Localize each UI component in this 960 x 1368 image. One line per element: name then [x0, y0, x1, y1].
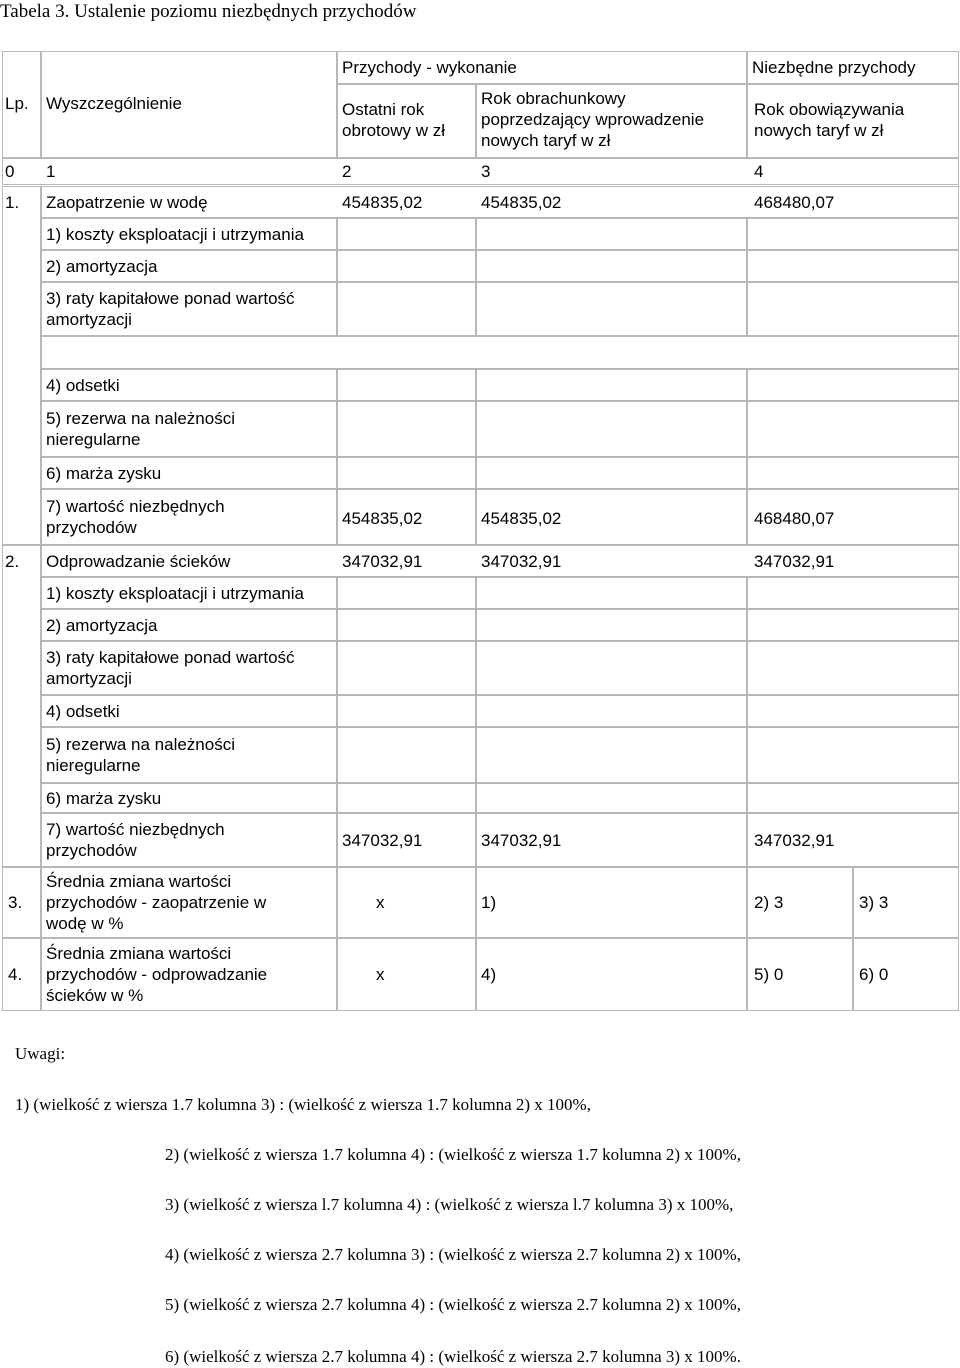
column-number: 2 — [342, 162, 352, 181]
header-lp: Lp. — [5, 94, 29, 113]
section1-value-cell — [476, 457, 747, 489]
row3-label: Średnia zmiana wartości — [46, 872, 232, 891]
section1-col3: 454835,02 — [481, 193, 562, 212]
section1-total-col4: 468480,07 — [754, 509, 835, 528]
section2-item: 7) wartość niezbędnych — [46, 820, 225, 839]
section2-col2: 347032,91 — [342, 552, 423, 571]
row3-label: wodę w % — [46, 914, 124, 933]
section2-item: 3) raty kapitałowe ponad wartość — [46, 648, 295, 667]
row3-lp: 3. — [8, 892, 23, 912]
section1-lp-column — [2, 186, 41, 545]
row4-label: ścieków w % — [46, 986, 144, 1005]
row4-x-cell — [337, 938, 476, 1011]
section1-label: Zaopatrzenie w wodę — [46, 193, 208, 212]
section1-item: 6) marża zysku — [46, 463, 162, 483]
section1-value-cell — [747, 218, 959, 250]
section2-label: Odprowadzanie ścieków — [46, 552, 231, 571]
section2-value-cell — [476, 727, 747, 783]
row4-label: Średnia zmiana wartości — [46, 944, 232, 963]
header-rok-obrachunkowy: Rok obrachunkowy — [481, 89, 626, 108]
section2-value-cell — [476, 641, 747, 695]
section1-value-cell — [747, 457, 959, 489]
row4-label: przychodów - odprowadzanie — [46, 965, 268, 984]
section1-value-cell — [337, 250, 476, 282]
section2-total-col2: 347032,91 — [342, 831, 423, 850]
section1-value-cell — [747, 250, 959, 282]
row4-c4: 5) 0 — [754, 964, 784, 984]
note-line: 2) (wielkość z wiersza 1.7 kolumna 4) : (wielkość z wiersza 1.7 kolumna 2) x 100%, — [165, 1145, 741, 1164]
column-number: 0 — [5, 162, 15, 181]
section1-item: nieregularne — [46, 430, 141, 449]
table-title: Tabela 3. Ustalenie poziomu niezbędnych przychodów — [0, 1, 417, 22]
note-line: 4) (wielkość z wiersza 2.7 kolumna 3) : (wielkość z wiersza 2.7 kolumna 2) x 100%, — [165, 1245, 741, 1264]
row3-label: przychodów - zaopatrzenie w — [46, 893, 267, 912]
row3-c4: 2) 3 — [754, 892, 784, 912]
section2-value-cell — [476, 577, 747, 609]
section1-value-cell — [476, 401, 747, 457]
section2-item: amortyzacji — [46, 669, 132, 688]
section2-item: 5) rezerwa na należności — [46, 735, 235, 754]
section2-value-cell — [747, 577, 959, 609]
column-number: 3 — [481, 162, 491, 181]
section1-value-cell — [476, 369, 747, 401]
header-niezbedne-przychody: Niezbędne przychody — [752, 58, 916, 77]
section1-value-cell — [337, 457, 476, 489]
section1-item: 1) koszty eksploatacji i utrzymania — [46, 224, 304, 244]
section2-value-cell — [337, 577, 476, 609]
row4-lp: 4. — [8, 964, 23, 984]
row4-c3: 4) — [481, 964, 497, 984]
section2-value-cell — [337, 783, 476, 813]
section1-item: 4) odsetki — [46, 375, 120, 395]
row4-c2: x — [376, 964, 385, 984]
section2-total-col4: 347032,91 — [754, 831, 835, 850]
section1-value-cell — [476, 250, 747, 282]
header-rok-obrachunkowy: nowych taryf w zł — [481, 131, 611, 150]
row3-c3: 1) — [481, 892, 497, 912]
section2-lp-column — [2, 545, 41, 867]
section2-value-cell — [337, 727, 476, 783]
section2-value-cell — [337, 609, 476, 641]
row4-c5: 6) 0 — [859, 964, 889, 984]
section1-value-cell — [337, 401, 476, 457]
row4-c3-cell — [476, 938, 747, 1011]
note-line: 3) (wielkość z wiersza l.7 kolumna 4) : (wielkość z wiersza l.7 kolumna 3) x 100%, — [165, 1195, 734, 1214]
section2-lp: 2. — [5, 552, 20, 571]
section1-item: amortyzacji — [46, 310, 132, 329]
section2-item: 6) marża zysku — [46, 788, 162, 808]
notes-heading: Uwagi: — [15, 1044, 66, 1063]
header-rok-obowiazywania: Rok obowiązywania — [754, 100, 905, 119]
section2-total-col3: 347032,91 — [481, 831, 562, 850]
section1-value-cell — [337, 369, 476, 401]
column-number: 4 — [754, 162, 764, 181]
row3-x-cell — [337, 867, 476, 938]
section1-blank-row — [41, 336, 959, 369]
section1-item: 5) rezerwa na należności — [46, 409, 235, 428]
section2-value-cell — [747, 727, 959, 783]
section1-item: 2) amortyzacja — [46, 256, 158, 276]
note-line: 5) (wielkość z wiersza 2.7 kolumna 4) : (wielkość z wiersza 2.7 kolumna 2) x 100%, — [165, 1295, 741, 1314]
section1-col2: 454835,02 — [342, 193, 423, 212]
header-rok-obowiazywania: nowych taryf w zł — [754, 121, 884, 140]
section2-item: 2) amortyzacja — [46, 615, 158, 635]
row3-c3-cell — [476, 867, 747, 938]
section2-col4: 347032,91 — [754, 552, 835, 571]
section1-lp: 1. — [5, 193, 20, 212]
section1-value-cell — [747, 282, 959, 336]
header-ostatni-rok: Ostatni rok — [342, 100, 425, 119]
row3-c5: 3) 3 — [859, 892, 889, 912]
section2-item: przychodów — [46, 841, 137, 860]
section1-item: 3) raty kapitałowe ponad wartość — [46, 289, 295, 308]
section1-item: przychodów — [46, 518, 137, 537]
section1-value-cell — [337, 282, 476, 336]
section2-value-cell — [747, 641, 959, 695]
section2-value-cell — [747, 783, 959, 813]
section2-value-cell — [337, 695, 476, 727]
header-ostatni-rok: obrotowy w zł — [342, 121, 445, 140]
section2-col3: 347032,91 — [481, 552, 562, 571]
section2-item: 1) koszty eksploatacji i utrzymania — [46, 583, 304, 603]
section2-value-cell — [476, 695, 747, 727]
section1-value-cell — [476, 218, 747, 250]
section2-value-cell — [476, 783, 747, 813]
section1-value-cell — [747, 401, 959, 457]
header-przychody-wykonanie: Przychody - wykonanie — [342, 58, 517, 77]
section1-total-col3: 454835,02 — [481, 509, 562, 528]
section2-value-cell — [747, 609, 959, 641]
section1-value-cell — [747, 369, 959, 401]
section1-col4: 468480,07 — [754, 193, 835, 212]
section1-total-col2: 454835,02 — [342, 509, 423, 528]
note-line: 6) (wielkość z wiersza 2.7 kolumna 4) : (wielkość z wiersza 2.7 kolumna 3) x 100%. — [165, 1347, 741, 1366]
section2-item: nieregularne — [46, 756, 141, 775]
section1-item: 7) wartość niezbędnych — [46, 497, 225, 516]
section2-value-cell — [476, 609, 747, 641]
note-line: 1) (wielkość z wiersza 1.7 kolumna 3) : (wielkość z wiersza 1.7 kolumna 2) x 100%, — [15, 1095, 591, 1114]
column-number: 1 — [46, 162, 56, 181]
section2-value-cell — [337, 641, 476, 695]
row3-c2: x — [376, 892, 385, 912]
header-rok-obrachunkowy: poprzedzający wprowadzenie — [481, 110, 705, 129]
header-wyszczegolnienie: Wyszczególnienie — [46, 94, 182, 113]
section1-value-cell — [337, 218, 476, 250]
section2-value-cell — [747, 695, 959, 727]
section2-item: 4) odsetki — [46, 701, 120, 721]
section1-value-cell — [476, 282, 747, 336]
